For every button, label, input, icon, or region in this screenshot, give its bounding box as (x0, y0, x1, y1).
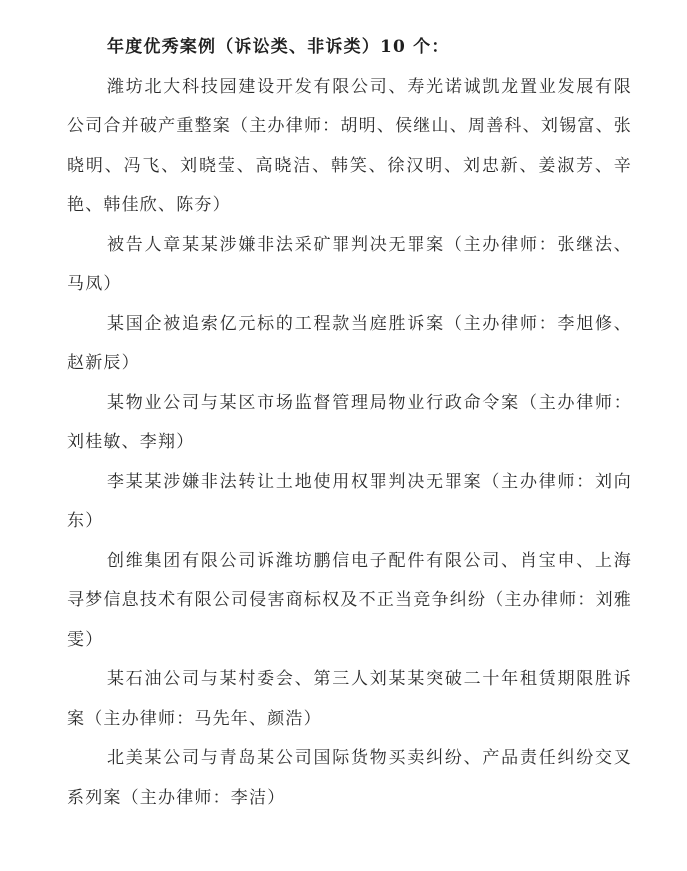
case-item: 某物业公司与某区市场监督管理局物业行政命令案（主办律师：刘桂敏、李翔） (67, 392, 632, 452)
case-item: 被告人章某某涉嫌非法采矿罪判决无罪案（主办律师：张继法、马凤） (67, 234, 632, 294)
document-body (67, 28, 632, 818)
case-item: 李某某涉嫌非法转让土地使用权罪判决无罪案（主办律师：刘向东） (67, 471, 632, 531)
case-item: 创维集团有限公司诉潍坊鹏信电子配件有限公司、肖宝申、上海寻梦信息技术有限公司侵害商标权及不正当竞争纠纷（主办律师：刘雅雯） (67, 550, 632, 650)
case-item: 潍坊北大科技园建设开发有限公司、寿光诺诚凯龙置业发展有限公司合并破产重整案（主办律师：胡明、侯继山、周善科、刘锡富、张晓明、冯飞、刘晓莹、高晓洁、韩笑、徐汉明、刘忠新、姜淑芳、辛艳、韩佳欣、陈夯） (67, 76, 632, 215)
case-item: 某国企被追索亿元标的工程款当庭胜诉案（主办律师：李旭修、赵新辰） (67, 313, 632, 373)
case-item: 北美某公司与青岛某公司国际货物买卖纠纷、产品责任纠纷交叉系列案（主办律师：李洁） (67, 748, 632, 808)
section-heading: 年度优秀案例（诉讼类、非诉类）10 个： (107, 37, 450, 57)
case-item: 某石油公司与某村委会、第三人刘某某突破二十年租赁期限胜诉案（主办律师：马先年、颜浩） (67, 669, 632, 729)
